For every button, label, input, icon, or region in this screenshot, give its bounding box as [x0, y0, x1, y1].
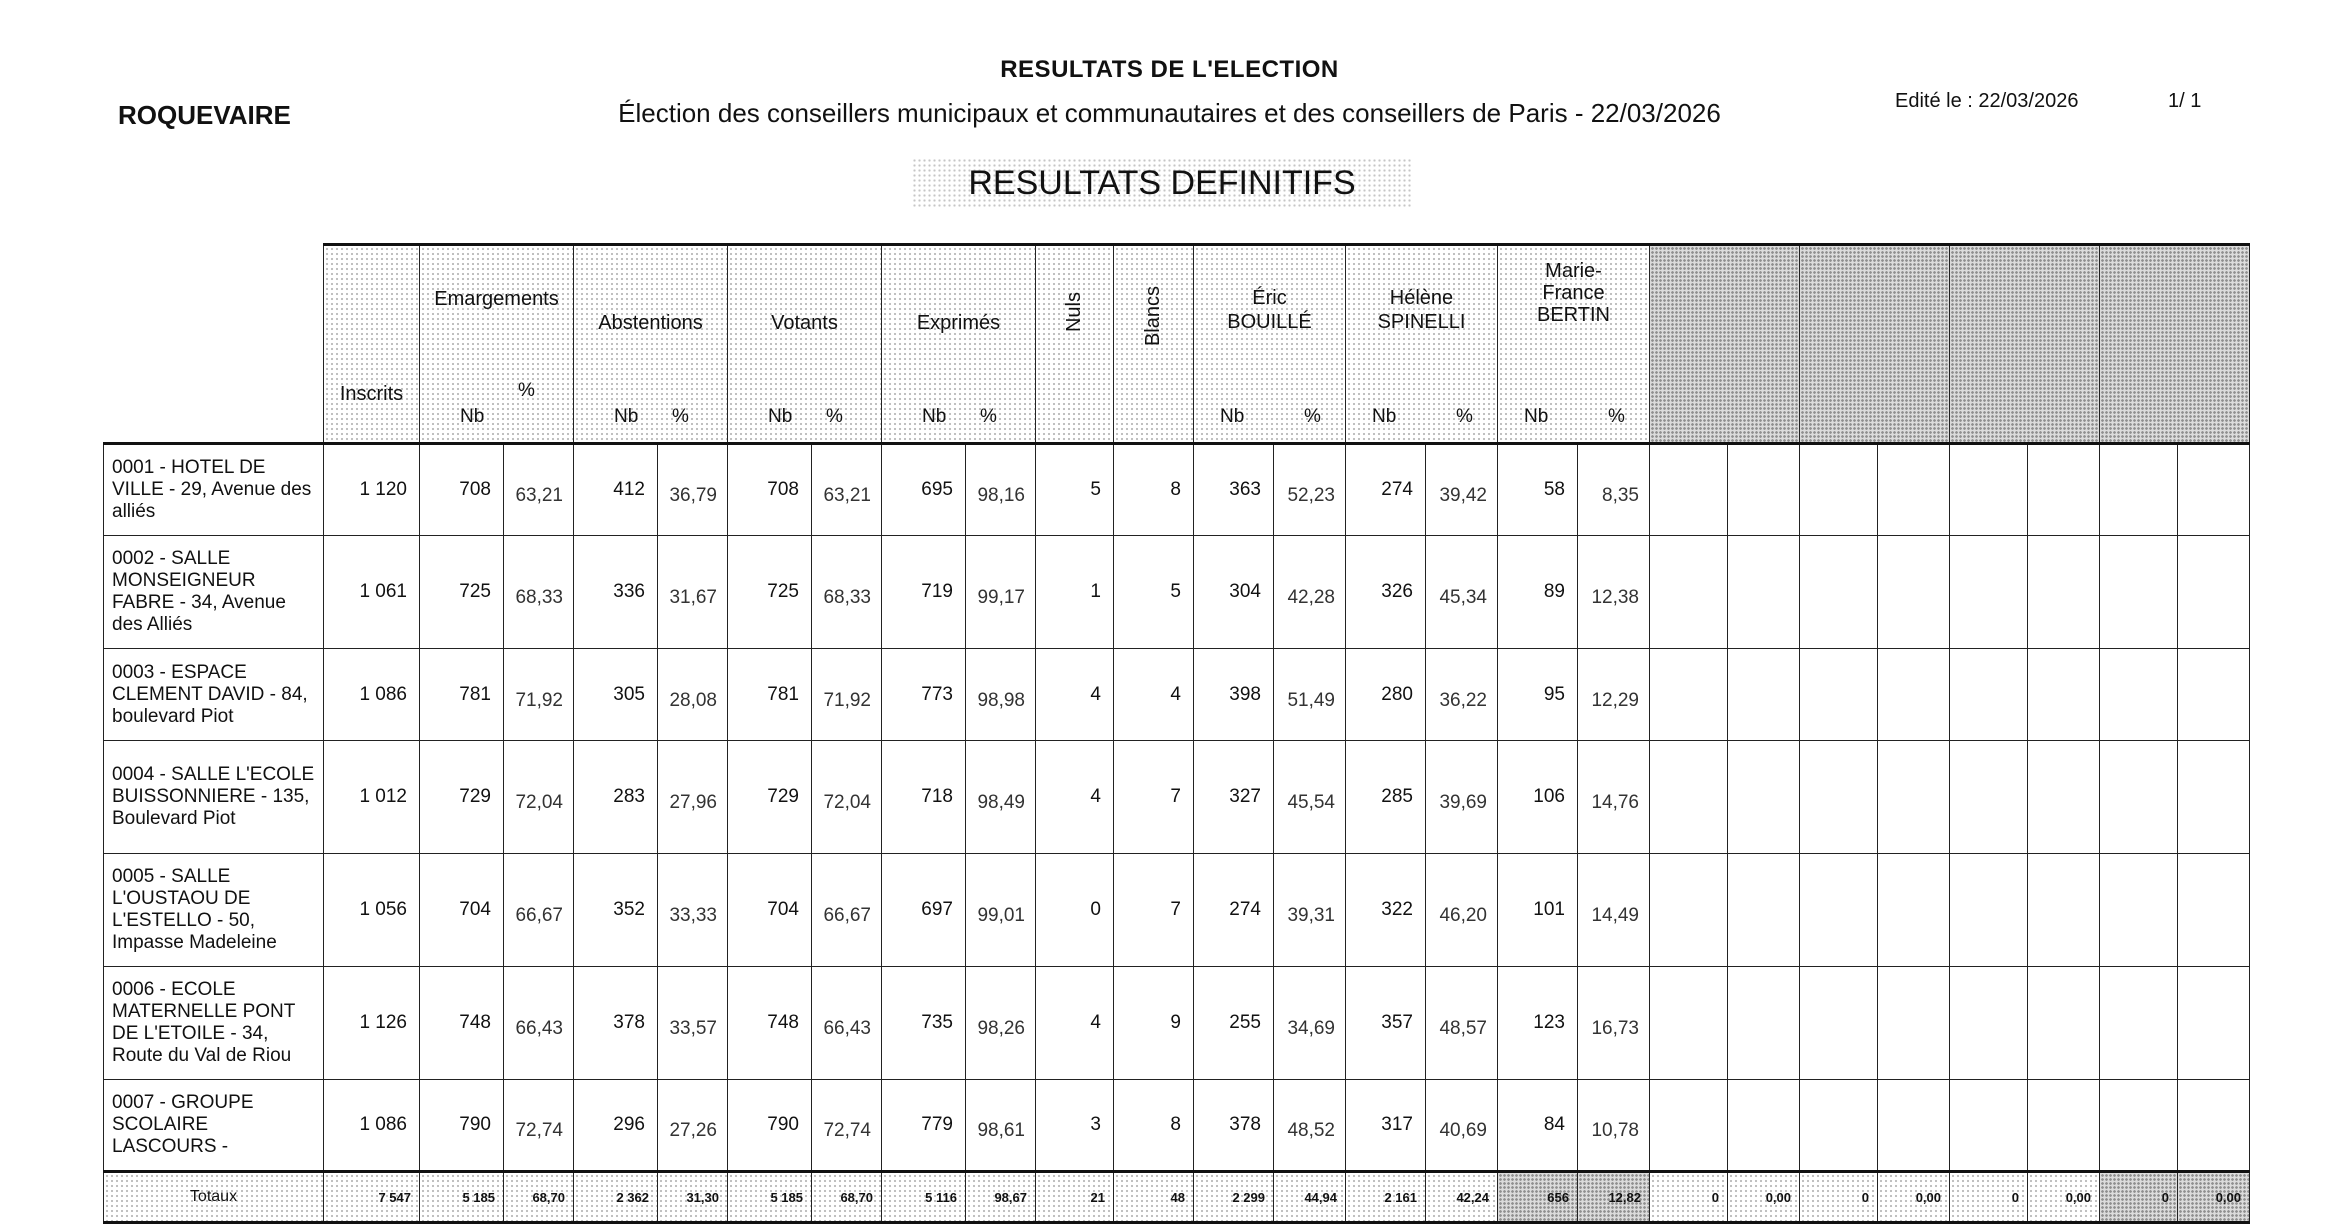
empty-cell — [2100, 649, 2178, 741]
empty-cell — [2028, 967, 2100, 1080]
votants-nb: 729 — [728, 741, 812, 854]
table-row — [104, 854, 2250, 967]
header-candidate-3 — [1498, 245, 1650, 444]
empty-cell — [1728, 536, 1800, 649]
empty-cell — [1800, 967, 1878, 1080]
blancs-value: 4 — [1114, 649, 1194, 741]
exprimes-nb: 718 — [882, 741, 966, 854]
totals-empty-4-nb: 0 — [2100, 1172, 2178, 1223]
candidate-2-pct: 48,57 — [1426, 967, 1498, 1080]
abstentions-nb: 412 — [574, 444, 658, 536]
abstentions-pct: 31,67 — [658, 536, 728, 649]
emargements-nb: 725 — [420, 536, 504, 649]
empty-cell — [1800, 854, 1878, 967]
abstentions-pct: 28,08 — [658, 649, 728, 741]
totals-empty-3-pct: 0,00 — [2028, 1172, 2100, 1223]
header-empty-1 — [1650, 245, 1800, 444]
table-row — [104, 741, 2250, 854]
candidate-1-nb: 363 — [1194, 444, 1274, 536]
empty-cell — [1950, 741, 2028, 854]
candidate-1-pct: 42,28 — [1274, 536, 1346, 649]
empty-cell — [1878, 854, 1950, 967]
exprimes-pct: 98,49 — [966, 741, 1036, 854]
empty-cell — [1650, 967, 1728, 1080]
candidate-3-pct: 12,38 — [1578, 536, 1650, 649]
polling-station-name: 0002 - SALLE MONSEIGNEUR FABRE - 34, Avenue des Alliés — [104, 536, 324, 649]
exprimes-nb: 719 — [882, 536, 966, 649]
table-row — [104, 649, 2250, 741]
inscrits-value: 1 056 — [324, 854, 420, 967]
abstentions-pct: 33,33 — [658, 854, 728, 967]
candidate-3-nb: 101 — [1498, 854, 1578, 967]
header-exprimes-nb: Nb — [922, 406, 947, 427]
empty-cell — [2028, 854, 2100, 967]
totals-inscrits: 7 547 — [324, 1172, 420, 1223]
candidate-3-nb: 95 — [1498, 649, 1578, 741]
totals-emargements-pct: 68,70 — [504, 1172, 574, 1223]
header-exprimes — [882, 245, 1036, 444]
inscrits-value: 1 086 — [324, 1080, 420, 1172]
candidate-3-nb: 58 — [1498, 444, 1578, 536]
candidate-3-nb: 89 — [1498, 536, 1578, 649]
blancs-value: 7 — [1114, 741, 1194, 854]
totals-candidate-3-pct: 12,82 — [1578, 1172, 1650, 1223]
candidate-1-pct: 34,69 — [1274, 967, 1346, 1080]
empty-cell — [1878, 649, 1950, 741]
totals-empty-3-nb: 0 — [1950, 1172, 2028, 1223]
exprimes-pct: 98,61 — [966, 1080, 1036, 1172]
blancs-value: 9 — [1114, 967, 1194, 1080]
candidate-3-nb: 84 — [1498, 1080, 1578, 1172]
votants-nb: 748 — [728, 967, 812, 1080]
candidate-1-name: Éric BOUILLÉ — [1227, 287, 1312, 333]
emargements-pct: 72,74 — [504, 1080, 574, 1172]
candidate-1-nb: 378 — [1194, 1080, 1274, 1172]
candidate-3-pct: 14,49 — [1578, 854, 1650, 967]
empty-cell — [2100, 854, 2178, 967]
abstentions-nb: 378 — [574, 967, 658, 1080]
header-candidate-1 — [1194, 245, 1346, 444]
candidate-3-pct: 16,73 — [1578, 967, 1650, 1080]
candidate-2-nb: 280 — [1346, 649, 1426, 741]
header-candidate-1-pct: % — [1304, 406, 1321, 427]
exprimes-pct: 98,16 — [966, 444, 1036, 536]
polling-station-name: 0004 - SALLE L'ECOLE BUISSONNIERE - 135, Boulevard Piot — [104, 741, 324, 854]
totals-abstentions-nb: 2 362 — [574, 1172, 658, 1223]
header-abstentions-label: Abstentions — [598, 312, 703, 334]
candidate-2-nb: 317 — [1346, 1080, 1426, 1172]
emargements-nb: 729 — [420, 741, 504, 854]
empty-cell — [2028, 741, 2100, 854]
candidate-1-nb: 398 — [1194, 649, 1274, 741]
candidate-3-pct: 8,35 — [1578, 444, 1650, 536]
inscrits-value: 1 086 — [324, 649, 420, 741]
header-corner — [104, 245, 324, 444]
totals-exprimes-pct: 98,67 — [966, 1172, 1036, 1223]
abstentions-pct: 36,79 — [658, 444, 728, 536]
polling-station-name: 0006 - ECOLE MATERNELLE PONT DE L'ETOILE - 34, Route du Val de Riou — [104, 967, 324, 1080]
header-exprimes-pct: % — [980, 406, 997, 427]
empty-cell — [1800, 1080, 1878, 1172]
header-emargements — [420, 245, 574, 444]
emargements-pct: 71,92 — [504, 649, 574, 741]
empty-cell — [2100, 741, 2178, 854]
candidate-2-pct: 39,69 — [1426, 741, 1498, 854]
totals-candidate-1-nb: 2 299 — [1194, 1172, 1274, 1223]
empty-cell — [1800, 741, 1878, 854]
empty-cell — [2028, 649, 2100, 741]
empty-cell — [1878, 536, 1950, 649]
empty-cell — [2178, 536, 2250, 649]
candidate-1-nb: 274 — [1194, 854, 1274, 967]
votants-pct: 66,43 — [812, 967, 882, 1080]
empty-cell — [1650, 649, 1728, 741]
exprimes-nb: 773 — [882, 649, 966, 741]
table-row — [104, 536, 2250, 649]
totals-votants-pct: 68,70 — [812, 1172, 882, 1223]
abstentions-pct: 27,26 — [658, 1080, 728, 1172]
candidate-1-pct: 39,31 — [1274, 854, 1346, 967]
totals-nuls: 21 — [1036, 1172, 1114, 1223]
emargements-pct: 66,43 — [504, 967, 574, 1080]
candidate-2-nb: 274 — [1346, 444, 1426, 536]
emargements-pct: 72,04 — [504, 741, 574, 854]
empty-cell — [2100, 1080, 2178, 1172]
empty-cell — [1878, 741, 1950, 854]
header-candidate-1-nb: Nb — [1220, 406, 1245, 427]
empty-cell — [1950, 444, 2028, 536]
table-row — [104, 444, 2250, 536]
votants-pct: 66,67 — [812, 854, 882, 967]
header-abstentions — [574, 245, 728, 444]
header-exprimes-label: Exprimés — [916, 312, 1001, 334]
totals-empty-2-pct: 0,00 — [1878, 1172, 1950, 1223]
nuls-value: 4 — [1036, 967, 1114, 1080]
candidate-2-pct: 39,42 — [1426, 444, 1498, 536]
candidate-1-nb: 304 — [1194, 536, 1274, 649]
header-blancs — [1114, 245, 1194, 444]
candidate-3-nb: 106 — [1498, 741, 1578, 854]
votants-nb: 704 — [728, 854, 812, 967]
empty-cell — [1878, 967, 1950, 1080]
header-votants — [728, 245, 882, 444]
empty-cell — [1950, 1080, 2028, 1172]
empty-cell — [2178, 967, 2250, 1080]
header-abstentions-pct: % — [672, 406, 689, 427]
blancs-value: 8 — [1114, 444, 1194, 536]
header-nuls-label: Nuls — [1063, 292, 1085, 333]
abstentions-nb: 305 — [574, 649, 658, 741]
abstentions-nb: 283 — [574, 741, 658, 854]
commune-name: ROQUEVAIRE — [118, 100, 291, 130]
exprimes-pct: 98,98 — [966, 649, 1036, 741]
election-subtitle: Élection des conseillers municipaux et communautaires et des conseillers de Paris - 22/03/2026 — [618, 98, 1721, 128]
abstentions-nb: 336 — [574, 536, 658, 649]
empty-cell — [2028, 536, 2100, 649]
totals-exprimes-nb: 5 116 — [882, 1172, 966, 1223]
inscrits-value: 1 012 — [324, 741, 420, 854]
header-inscrits — [324, 245, 420, 444]
exprimes-nb: 697 — [882, 854, 966, 967]
emargements-nb: 790 — [420, 1080, 504, 1172]
candidate-2-pct: 45,34 — [1426, 536, 1498, 649]
totals-candidate-3-nb: 656 — [1498, 1172, 1578, 1223]
empty-cell — [1878, 444, 1950, 536]
votants-pct: 71,92 — [812, 649, 882, 741]
empty-cell — [2178, 854, 2250, 967]
header-candidate-2-nb: Nb — [1372, 406, 1397, 427]
header-votants-pct: % — [826, 406, 843, 427]
header-inscrits-label: Inscrits — [339, 383, 404, 405]
totals-empty-4-pct: 0,00 — [2178, 1172, 2250, 1223]
empty-cell — [1728, 967, 1800, 1080]
header-blancs-label: Blancs — [1142, 286, 1164, 347]
edit-date: Edité le : 22/03/2026 — [1895, 90, 2079, 112]
candidate-2-nb: 322 — [1346, 854, 1426, 967]
candidate-1-nb: 327 — [1194, 741, 1274, 854]
candidate-2-nb: 326 — [1346, 536, 1426, 649]
exprimes-pct: 99,01 — [966, 854, 1036, 967]
empty-cell — [1800, 536, 1878, 649]
empty-cell — [1728, 854, 1800, 967]
empty-cell — [1800, 649, 1878, 741]
emargements-nb: 708 — [420, 444, 504, 536]
header-candidate-3-pct: % — [1608, 406, 1625, 427]
polling-station-name: 0005 - SALLE L'OUSTAOU DE L'ESTELLO - 50, Impasse Madeleine — [104, 854, 324, 967]
votants-nb: 725 — [728, 536, 812, 649]
header-votants-nb: Nb — [768, 406, 793, 427]
header-nuls — [1036, 245, 1114, 444]
document-title: RESULTATS DE L'ELECTION — [1000, 56, 1339, 83]
totals-candidate-2-pct: 42,24 — [1426, 1172, 1498, 1223]
candidate-1-pct: 45,54 — [1274, 741, 1346, 854]
empty-cell — [2100, 444, 2178, 536]
totals-abstentions-pct: 31,30 — [658, 1172, 728, 1223]
header-empty-4 — [2100, 245, 2250, 444]
candidate-2-pct: 36,22 — [1426, 649, 1498, 741]
votants-pct: 63,21 — [812, 444, 882, 536]
nuls-value: 3 — [1036, 1080, 1114, 1172]
table-row — [104, 967, 2250, 1080]
totals-candidate-2-nb: 2 161 — [1346, 1172, 1426, 1223]
polling-station-name: 0003 - ESPACE CLEMENT DAVID - 84, boulevard Piot — [104, 649, 324, 741]
votants-nb: 708 — [728, 444, 812, 536]
header-candidate-3-nb: Nb — [1524, 406, 1549, 427]
header-empty-2 — [1800, 245, 1950, 444]
candidate-2-nb: 285 — [1346, 741, 1426, 854]
polling-station-name: 0007 - GROUPE SCOLAIRE LASCOURS - — [104, 1080, 324, 1172]
nuls-value: 1 — [1036, 536, 1114, 649]
totals-row — [104, 1172, 2250, 1223]
nuls-value: 5 — [1036, 444, 1114, 536]
empty-cell — [2100, 536, 2178, 649]
candidate-3-pct: 14,76 — [1578, 741, 1650, 854]
table-row — [104, 1080, 2250, 1172]
empty-cell — [2178, 1080, 2250, 1172]
results-table — [103, 243, 2250, 1224]
emargements-nb: 748 — [420, 967, 504, 1080]
empty-cell — [1650, 741, 1728, 854]
header-abstentions-nb: Nb — [614, 406, 639, 427]
blancs-value: 7 — [1114, 854, 1194, 967]
empty-cell — [2100, 967, 2178, 1080]
blancs-value: 5 — [1114, 536, 1194, 649]
empty-cell — [2178, 741, 2250, 854]
votants-nb: 790 — [728, 1080, 812, 1172]
empty-cell — [1878, 1080, 1950, 1172]
exprimes-nb: 735 — [882, 967, 966, 1080]
nuls-value: 4 — [1036, 649, 1114, 741]
candidate-2-pct: 46,20 — [1426, 854, 1498, 967]
candidate-3-pct: 12,29 — [1578, 649, 1650, 741]
empty-cell — [2028, 1080, 2100, 1172]
votants-nb: 781 — [728, 649, 812, 741]
emargements-pct: 68,33 — [504, 536, 574, 649]
header-candidate-2 — [1346, 245, 1498, 444]
empty-cell — [1950, 536, 2028, 649]
exprimes-pct: 99,17 — [966, 536, 1036, 649]
empty-cell — [1950, 967, 2028, 1080]
inscrits-value: 1 120 — [324, 444, 420, 536]
votants-pct: 68,33 — [812, 536, 882, 649]
candidate-2-pct: 40,69 — [1426, 1080, 1498, 1172]
candidate-1-pct: 51,49 — [1274, 649, 1346, 741]
abstentions-nb: 296 — [574, 1080, 658, 1172]
candidate-3-name: Marie- France BERTIN — [1537, 260, 1610, 326]
totals-empty-1-nb: 0 — [1650, 1172, 1728, 1223]
results-banner: RESULTATS DEFINITIFS — [912, 158, 1412, 208]
empty-cell — [1728, 649, 1800, 741]
header-emargements-nb: Nb — [460, 406, 485, 427]
header-row — [104, 245, 2250, 444]
empty-cell — [1650, 444, 1728, 536]
empty-cell — [2178, 649, 2250, 741]
empty-cell — [2178, 444, 2250, 536]
totals-empty-1-pct: 0,00 — [1728, 1172, 1800, 1223]
empty-cell — [1800, 444, 1878, 536]
totals-candidate-1-pct: 44,94 — [1274, 1172, 1346, 1223]
nuls-value: 4 — [1036, 741, 1114, 854]
header-empty-3 — [1950, 245, 2100, 444]
emargements-nb: 781 — [420, 649, 504, 741]
votants-pct: 72,74 — [812, 1080, 882, 1172]
polling-station-name: 0001 - HOTEL DE VILLE - 29, Avenue des alliés — [104, 444, 324, 536]
totals-empty-2-nb: 0 — [1800, 1172, 1878, 1223]
nuls-value: 0 — [1036, 854, 1114, 967]
abstentions-nb: 352 — [574, 854, 658, 967]
exprimes-pct: 98,26 — [966, 967, 1036, 1080]
totals-emargements-nb: 5 185 — [420, 1172, 504, 1223]
totals-blancs: 48 — [1114, 1172, 1194, 1223]
header-emargements-label: Emargements — [434, 288, 559, 310]
totals-label: Totaux — [104, 1172, 324, 1223]
emargements-pct: 63,21 — [504, 444, 574, 536]
candidate-2-nb: 357 — [1346, 967, 1426, 1080]
abstentions-pct: 27,96 — [658, 741, 728, 854]
header-candidate-2-pct: % — [1456, 406, 1473, 427]
exprimes-nb: 695 — [882, 444, 966, 536]
empty-cell — [1650, 1080, 1728, 1172]
empty-cell — [1650, 536, 1728, 649]
page-number: 1/ 1 — [2168, 90, 2202, 112]
emargements-pct: 66,67 — [504, 854, 574, 967]
header-emargements-pct: % — [518, 380, 535, 401]
candidate-3-nb: 123 — [1498, 967, 1578, 1080]
empty-cell — [1728, 444, 1800, 536]
candidate-1-nb: 255 — [1194, 967, 1274, 1080]
empty-cell — [2028, 444, 2100, 536]
header-votants-label: Votants — [771, 312, 838, 334]
blancs-value: 8 — [1114, 1080, 1194, 1172]
candidate-2-name: Hélène SPINELLI — [1377, 287, 1466, 333]
empty-cell — [1950, 649, 2028, 741]
empty-cell — [1728, 1080, 1800, 1172]
exprimes-nb: 779 — [882, 1080, 966, 1172]
inscrits-value: 1 061 — [324, 536, 420, 649]
emargements-nb: 704 — [420, 854, 504, 967]
empty-cell — [1728, 741, 1800, 854]
abstentions-pct: 33,57 — [658, 967, 728, 1080]
empty-cell — [1650, 854, 1728, 967]
candidate-3-pct: 10,78 — [1578, 1080, 1650, 1172]
votants-pct: 72,04 — [812, 741, 882, 854]
inscrits-value: 1 126 — [324, 967, 420, 1080]
empty-cell — [1950, 854, 2028, 967]
candidate-1-pct: 48,52 — [1274, 1080, 1346, 1172]
candidate-1-pct: 52,23 — [1274, 444, 1346, 536]
totals-votants-nb: 5 185 — [728, 1172, 812, 1223]
